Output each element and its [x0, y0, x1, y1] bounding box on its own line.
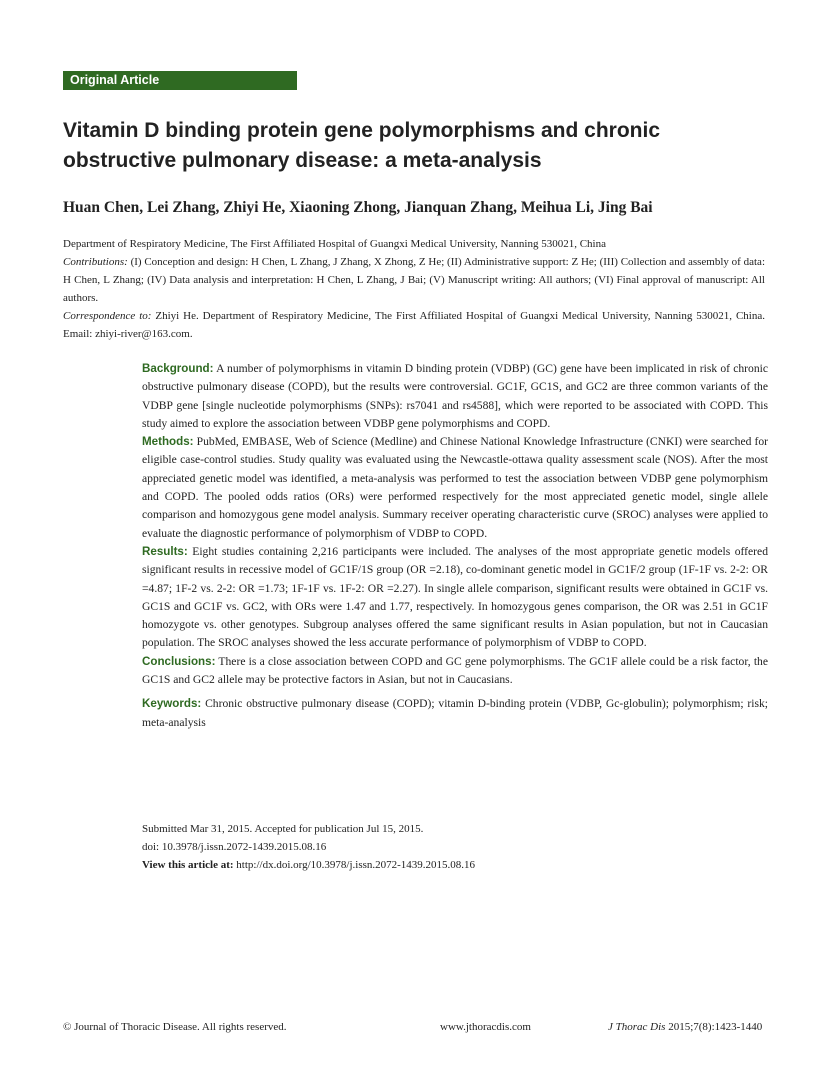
footer-website[interactable]: www.jthoracdis.com	[440, 1021, 531, 1033]
keywords-label: Keywords:	[142, 697, 202, 711]
article-url[interactable]: http://dx.doi.org/10.3978/j.issn.2072-1439.2015.08.16	[233, 859, 476, 871]
results-text: Eight studies containing 2,216 participants were included. The analyses of the most appropriate genetic models offered significant results in recessive model of GC1F/1S group (OR =2.18), co-dominant genetic model in GC1F/2 group (1F-1F vs. 2-2: OR =4.87; 1F-2 vs. 2-2: OR =1.73; 1F-1F vs. 1F-2: OR =2.27). In single allele comparison, significant results were obtained in GC1F vs. GC1S and GC1F vs. GC2, with ORs were 1.47 and 1.77, respectively. In homozygous genes comparison, the OR was 2.51 in GC1F homozygote vs. other genotypes. Subgroup analyses offered the same significant results in Asian population, but not in Caucasian population. The SROC analyses showed the less accurate performance of polymorphism of VDBP to COPD.	[142, 544, 768, 650]
affiliation: Department of Respiratory Medicine, The First Affiliated Hospital of Guangxi Medical University, Nanning 530021, China	[63, 238, 606, 250]
submission-dates: Submitted Mar 31, 2015. Accepted for publication Jul 15, 2015.	[142, 823, 424, 835]
article-title: Vitamin D binding protein gene polymorphisms and chronic obstructive pulmonary disease: a meta-analysis	[63, 119, 661, 172]
background-label: Background:	[142, 362, 214, 375]
methods-label: Methods:	[142, 435, 194, 449]
contributions-text: (I) Conception and design: H Chen, L Zhang, J Zhang, X Zhong, Z He; (II) Administrative support: Z He; (III) Collection and assembly of data: H Chen, L Zhang; (IV) Data analysis and interpretation: H Chen, L Zhang, J Bai; (V) Manuscript writing: All authors; (VI) Final approval of manuscript: All authors.	[63, 256, 765, 304]
results-label: Results:	[142, 544, 188, 558]
author-list: Huan Chen, Lei Zhang, Zhiyi He, Xiaoning Zhong, Jianquan Zhang, Meihua Li, Jing Bai	[63, 199, 653, 216]
footer-citation	[608, 1021, 762, 1033]
abstract-background	[142, 360, 768, 433]
footer-copyright: © Journal of Thoracic Disease. All rights reserved.	[63, 1021, 287, 1033]
background-text: A number of polymorphisms in vitamin D binding protein (VDBP) (GC) gene have been implicated in risk of chronic obstructive pulmonary disease (COPD), but the results were controversial. GC1F, GC1S, and GC2 are three common variants of the VDBP gene [single nucleotide polymorphisms (SNPs): rs7041 and rs4588], which were reported to be associated with COPD. This study aimed to explore the association between VDBP gene polymorphisms and COPD.	[142, 362, 768, 430]
correspondence-label: Correspondence to:	[63, 310, 152, 322]
keywords-text: Chronic obstructive pulmonary disease (COPD); vitamin D-binding protein (VDBP, Gc-globulin); polymorphism; risk; meta-analysis	[142, 697, 768, 729]
correspondence-text: Zhiyi He. Department of Respiratory Medicine, The First Affiliated Hospital of Guangxi Medical University, Nanning 530021, China. Email: zhiyi-river@163.com.	[63, 310, 765, 340]
article-type-label: Original Article	[63, 71, 297, 90]
contributions	[63, 253, 765, 307]
abstract-keywords	[142, 695, 768, 732]
correspondence	[63, 307, 765, 343]
contributions-label: Contributions:	[63, 256, 128, 268]
abstract-methods	[142, 433, 768, 543]
view-article	[142, 856, 475, 874]
conclusions-label: Conclusions:	[142, 654, 216, 668]
doi: doi: 10.3978/j.issn.2072-1439.2015.08.16	[142, 841, 327, 853]
abstract-conclusions	[142, 653, 768, 690]
footer-journal: J Thorac Dis	[608, 1021, 666, 1033]
footer-volume: 2015;7(8):1423-1440	[665, 1021, 763, 1033]
front-matter	[63, 235, 765, 343]
conclusions-text: There is a close association between COPD and GC gene polymorphisms. The GC1F allele could be a risk factor, the GC1S and GC2 allele may be protective factors in Asian, but not in Caucasians.	[142, 654, 768, 687]
abstract-results	[142, 543, 768, 653]
methods-text: PubMed, EMBASE, Web of Science (Medline) and Chinese National Knowledge Infrastructure (CNKI) were searched for eligible case-control studies. Study quality was evaluated using the Newcastle-ottawa quality assessment scale (NOS). After the most appreciated genetic model was identified, a meta-analysis was performed to test the association between VDBP gene polymorphism and COPD. The pooled odds ratios (ORs) were performed respectively for the most appreciated genetic model, single allele comparison and homozygous gene model analysis. Summary receiver operating characteristic curve (SROC) analyses were applied to evaluate the diagnostic performance of polymorphism of VDBP to COPD.	[142, 435, 768, 540]
abstract	[142, 360, 768, 732]
view-article-label: View this article at:	[142, 859, 234, 871]
publication-info	[142, 820, 475, 874]
